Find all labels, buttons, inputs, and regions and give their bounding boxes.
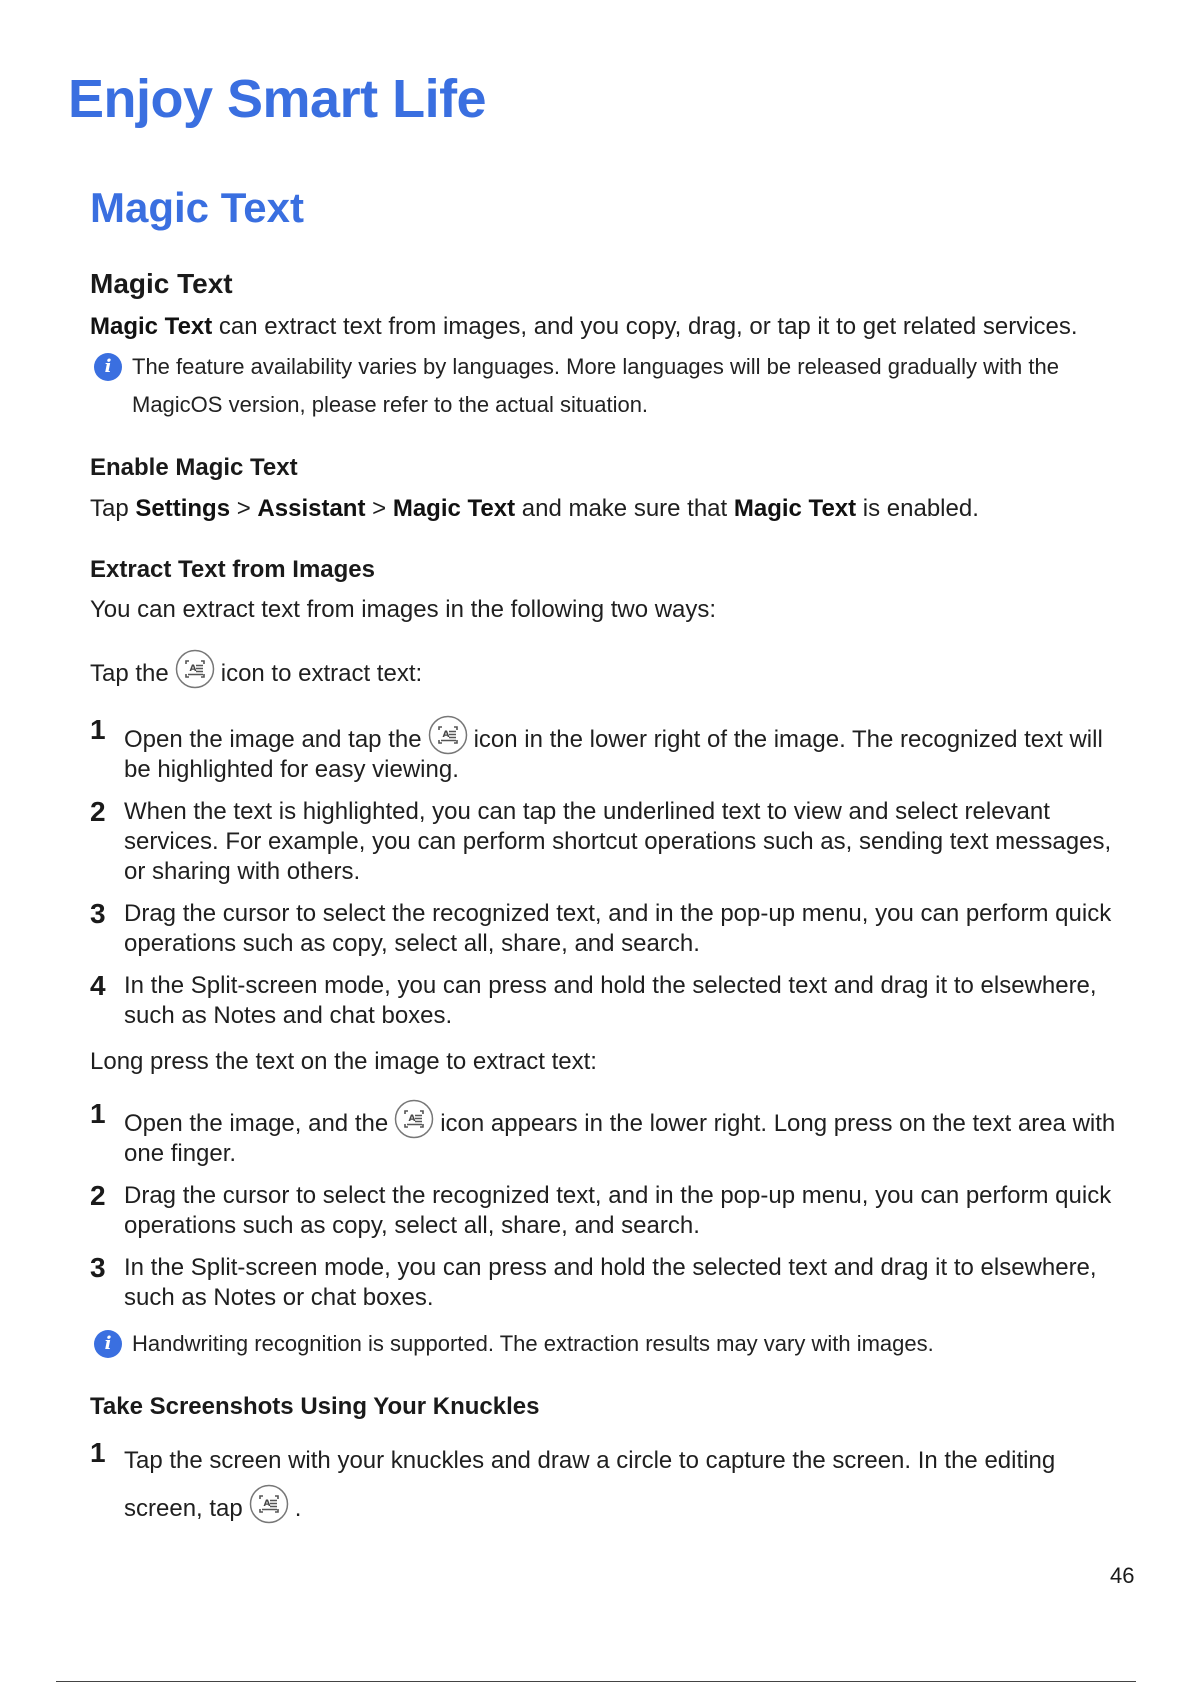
long-press-intro: Long press the text on the image to extract text: (90, 1047, 597, 1075)
step-number: 2 (90, 795, 106, 827)
svg-text:A: A (442, 729, 450, 740)
step-text: In the Split-screen mode, you can press and hold the selected text and drag it to elsewhere, such as Notes or chat boxes. (124, 1253, 1097, 1311)
enable-settings: Settings (135, 494, 231, 522)
tap-method-after: icon to extract text: (220, 659, 423, 687)
list-item (90, 899, 1120, 959)
list-item (90, 1253, 1120, 1313)
enable-magic-text: Magic Text (733, 494, 857, 522)
step-text: When the text is highlighted, you can tap the underlined text to view and select relevant services. For example, you can perform shortcut operations such as, sending text messages, or sharing with others. (124, 797, 1112, 885)
magic-text-icon (175, 649, 215, 689)
footer-divider (56, 1681, 1136, 1682)
intro-rest: can extract text from images, and you copy, drag, or tap it to get related services. (212, 313, 1078, 341)
magic-text-intro (90, 308, 1120, 346)
list-item (90, 797, 1120, 887)
tap-method-intro (90, 649, 1120, 697)
magic-text-heading: Magic Text (90, 268, 233, 299)
info-icon: i (94, 353, 122, 381)
magic-text-icon (394, 1099, 434, 1139)
list-item (90, 1099, 1120, 1169)
step-number: 3 (90, 1251, 106, 1283)
enable-text: Tap (90, 494, 136, 522)
handwriting-note (90, 1325, 1120, 1363)
tap-steps (90, 715, 1120, 1031)
list-item (90, 715, 1120, 785)
step-text-before: Open the image and tap the (124, 725, 422, 753)
tap-method-before: Tap the (90, 659, 169, 687)
svg-text:A: A (408, 1113, 416, 1124)
availability-note (90, 348, 1120, 424)
content (90, 266, 1120, 1544)
step-text: Drag the cursor to select the recognized text, and in the pop-up menu, you can perform quick operations such as copy, select all, share, and search. (124, 899, 1112, 957)
intro-bold: Magic Text (90, 313, 213, 341)
step-text-before: Open the image, and the (124, 1109, 389, 1137)
list-item (90, 1181, 1120, 1241)
step-text-after: icon in the lower right of the image. The recognized text will be highlighted for easy viewing. (124, 725, 1103, 783)
step-text: In the Split-screen mode, you can press and hold the selected text and drag it to elsewhere, such as Notes and chat boxes. (124, 971, 1097, 1029)
step-number: 1 (90, 713, 106, 745)
enable-separator: > (365, 494, 393, 522)
enable-text: and make sure that (515, 494, 734, 522)
step-text-after: icon appears in the lower right. Long press on the text area with one finger. (124, 1109, 1116, 1167)
knuckles-steps (90, 1438, 1120, 1532)
step-text (124, 1099, 1120, 1169)
magic-text-icon (428, 715, 468, 755)
enable-text: is enabled. (856, 494, 979, 522)
step-text (124, 1438, 1120, 1532)
enable-assistant: Assistant (257, 494, 366, 522)
step-text-after: . (294, 1494, 302, 1522)
step-text-before: Tap the screen with your knuckles and draw a circle to capture the screen. In the editing screen, tap (124, 1446, 1056, 1522)
step-number: 1 (90, 1097, 106, 1129)
list-item (90, 971, 1120, 1031)
page-number: 46 (1110, 1563, 1135, 1588)
info-icon: i (94, 1330, 122, 1358)
enable-magic-text: Magic Text (392, 494, 516, 522)
availability-note-text: The feature availability varies by languages. More languages will be released gradually with the MagicOS version, please refer to the actual situation. (132, 354, 1059, 418)
chapter-title: Enjoy Smart Life (68, 69, 487, 129)
step-text (124, 715, 1120, 785)
svg-text:A: A (263, 1498, 271, 1509)
svg-text:A: A (189, 663, 197, 674)
step-number: 4 (90, 969, 106, 1001)
step-number: 2 (90, 1179, 106, 1211)
extract-heading: Extract Text from Images (90, 555, 375, 583)
step-number: 1 (90, 1436, 106, 1468)
extract-intro: You can extract text from images in the following two ways: (90, 595, 717, 623)
handwriting-note-text: Handwriting recognition is supported. The extraction results may vary with images. (132, 1330, 934, 1356)
knuckles-heading: Take Screenshots Using Your Knuckles (90, 1392, 540, 1420)
list-item (90, 1438, 1120, 1532)
step-number: 3 (90, 897, 106, 929)
enable-instructions (90, 490, 1120, 528)
section-title: Magic Text (90, 184, 304, 231)
magic-text-icon (249, 1484, 289, 1524)
step-text: Drag the cursor to select the recognized text, and in the pop-up menu, you can perform quick operations such as copy, select all, share, and search. (124, 1181, 1112, 1239)
enable-separator: > (230, 494, 258, 522)
enable-heading: Enable Magic Text (90, 454, 298, 482)
long-press-steps (90, 1099, 1120, 1313)
